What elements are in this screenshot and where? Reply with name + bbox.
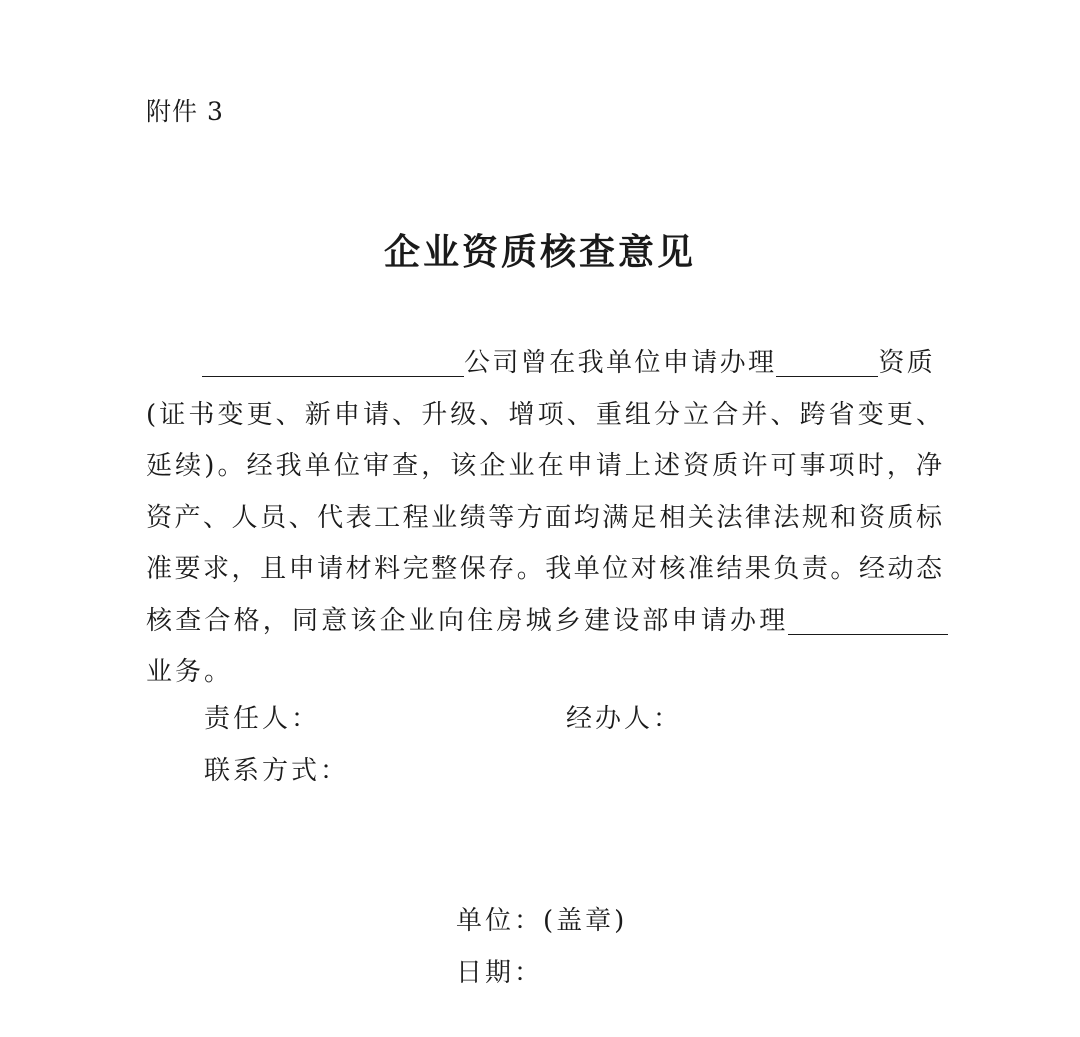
unit-seal-label: 单位：(盖章) bbox=[456, 906, 628, 936]
company-name-blank bbox=[202, 340, 464, 377]
line1-text-b: 资质 bbox=[878, 348, 936, 378]
date-label: 日期： bbox=[456, 958, 544, 988]
paragraph-line-3: 延续)。经我单位审查，该企业在申请上述资质许可事项时，净 bbox=[146, 451, 942, 481]
paragraph-line-7: 业务。 bbox=[146, 657, 234, 687]
line1-text-a: 公司曾在我单位申请办理 bbox=[464, 348, 777, 378]
handler-label: 经办人： bbox=[566, 704, 683, 734]
contact-label: 联系方式： bbox=[204, 756, 350, 786]
paragraph-line-1 bbox=[146, 338, 946, 390]
paragraph-line-2: (证书变更、新申请、升级、增项、重组分立合并、跨省变更、 bbox=[146, 399, 942, 430]
qualification-blank bbox=[776, 340, 878, 377]
paragraph-line-4: 资产、人员、代表工程业绩等方面均满足相关法律法规和资质标 bbox=[146, 502, 942, 533]
paragraph-line-5: 准要求，且申请材料完整保存。我单位对核准结果负责。经动态 bbox=[146, 554, 942, 584]
attachment-label: 附件 3 bbox=[146, 97, 224, 126]
paragraph-line-6 bbox=[146, 596, 946, 648]
document-body bbox=[146, 338, 946, 699]
responsible-person-label: 责任人： bbox=[204, 704, 321, 734]
line6-text: 核查合格，同意该企业向住房城乡建设部申请办理 bbox=[146, 605, 789, 636]
document-title: 企业资质核查意见 bbox=[383, 231, 696, 273]
business-blank bbox=[788, 598, 948, 635]
